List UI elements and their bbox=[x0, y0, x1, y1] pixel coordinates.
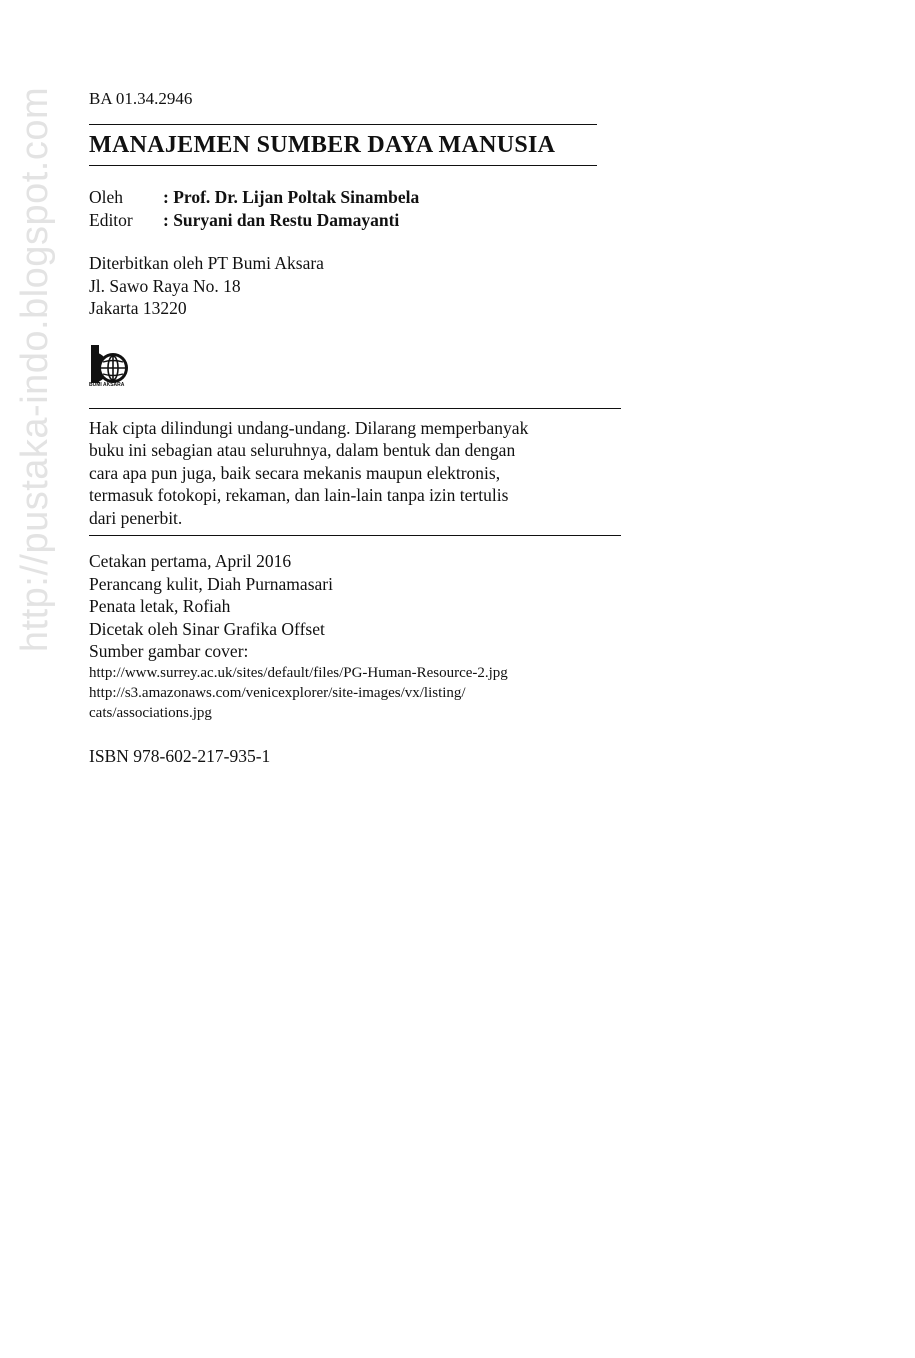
publisher-info bbox=[89, 252, 649, 320]
credits bbox=[89, 186, 649, 232]
logo-caption: BUMI AKSARA bbox=[89, 381, 125, 388]
cover-designer: Perancang kulit, Diah Purnamasari bbox=[89, 573, 333, 594]
credit-label: Editor bbox=[89, 210, 133, 230]
watermark-text: http://pustaka-indo.blogspot.com bbox=[14, 86, 57, 652]
isbn: ISBN 978-602-217-935-1 bbox=[89, 745, 271, 766]
credit-label: Oleh bbox=[89, 187, 124, 207]
cover-source-label: Sumber gambar cover: bbox=[89, 641, 249, 661]
cover-source-urls bbox=[89, 663, 649, 723]
cover-source-url: http://s3.amazonaws.com/venicexplorer/site-images/vx/listing/ bbox=[89, 684, 466, 701]
rights-line: cara apa pun juga, baik secara mekanis maupun elektronis, bbox=[89, 462, 501, 483]
credit-row-author bbox=[89, 186, 649, 209]
rights-line: Hak cipta dilindungi undang-undang. Dilarang memperbanyak bbox=[89, 417, 529, 438]
rights-line: termasuk fotokopi, rekaman, dan lain-lain tanpa izin tertulis bbox=[89, 485, 509, 505]
cover-source-url: cats/associations.jpg bbox=[89, 704, 212, 721]
credit-row-editor bbox=[89, 209, 649, 232]
title-block bbox=[89, 124, 597, 166]
cover-source-url: http://www.surrey.ac.uk/sites/default/files/PG-Human-Resource-2.jpg bbox=[89, 664, 508, 681]
catalog-code: BA 01.34.2946 bbox=[89, 89, 193, 108]
publisher-line: Jl. Sawo Raya No. 18 bbox=[89, 275, 241, 296]
publisher-line: Diterbitkan oleh PT Bumi Aksara bbox=[89, 253, 324, 273]
rights-line: buku ini sebagian atau seluruhnya, dalam bentuk dan dengan bbox=[89, 440, 516, 460]
bumi-aksara-globe-logo-icon bbox=[89, 344, 137, 392]
watermark bbox=[6, 64, 66, 674]
book-title: MANAJEMEN SUMBER DAYA MANUSIA bbox=[89, 132, 556, 158]
print-info bbox=[89, 550, 649, 723]
credit-value: : Prof. Dr. Lijan Poltak Sinambela bbox=[163, 187, 420, 207]
rights-notice bbox=[89, 408, 621, 537]
publisher-line: Jakarta 13220 bbox=[89, 298, 187, 318]
credit-value: : Suryani dan Restu Damayanti bbox=[163, 210, 400, 230]
first-print: Cetakan pertama, April 2016 bbox=[89, 551, 292, 571]
copyright-page bbox=[89, 88, 649, 767]
layout-credit: Penata letak, Rofiah bbox=[89, 596, 231, 616]
printer-credit: Dicetak oleh Sinar Grafika Offset bbox=[89, 618, 325, 639]
rights-line: dari penerbit. bbox=[89, 507, 183, 528]
